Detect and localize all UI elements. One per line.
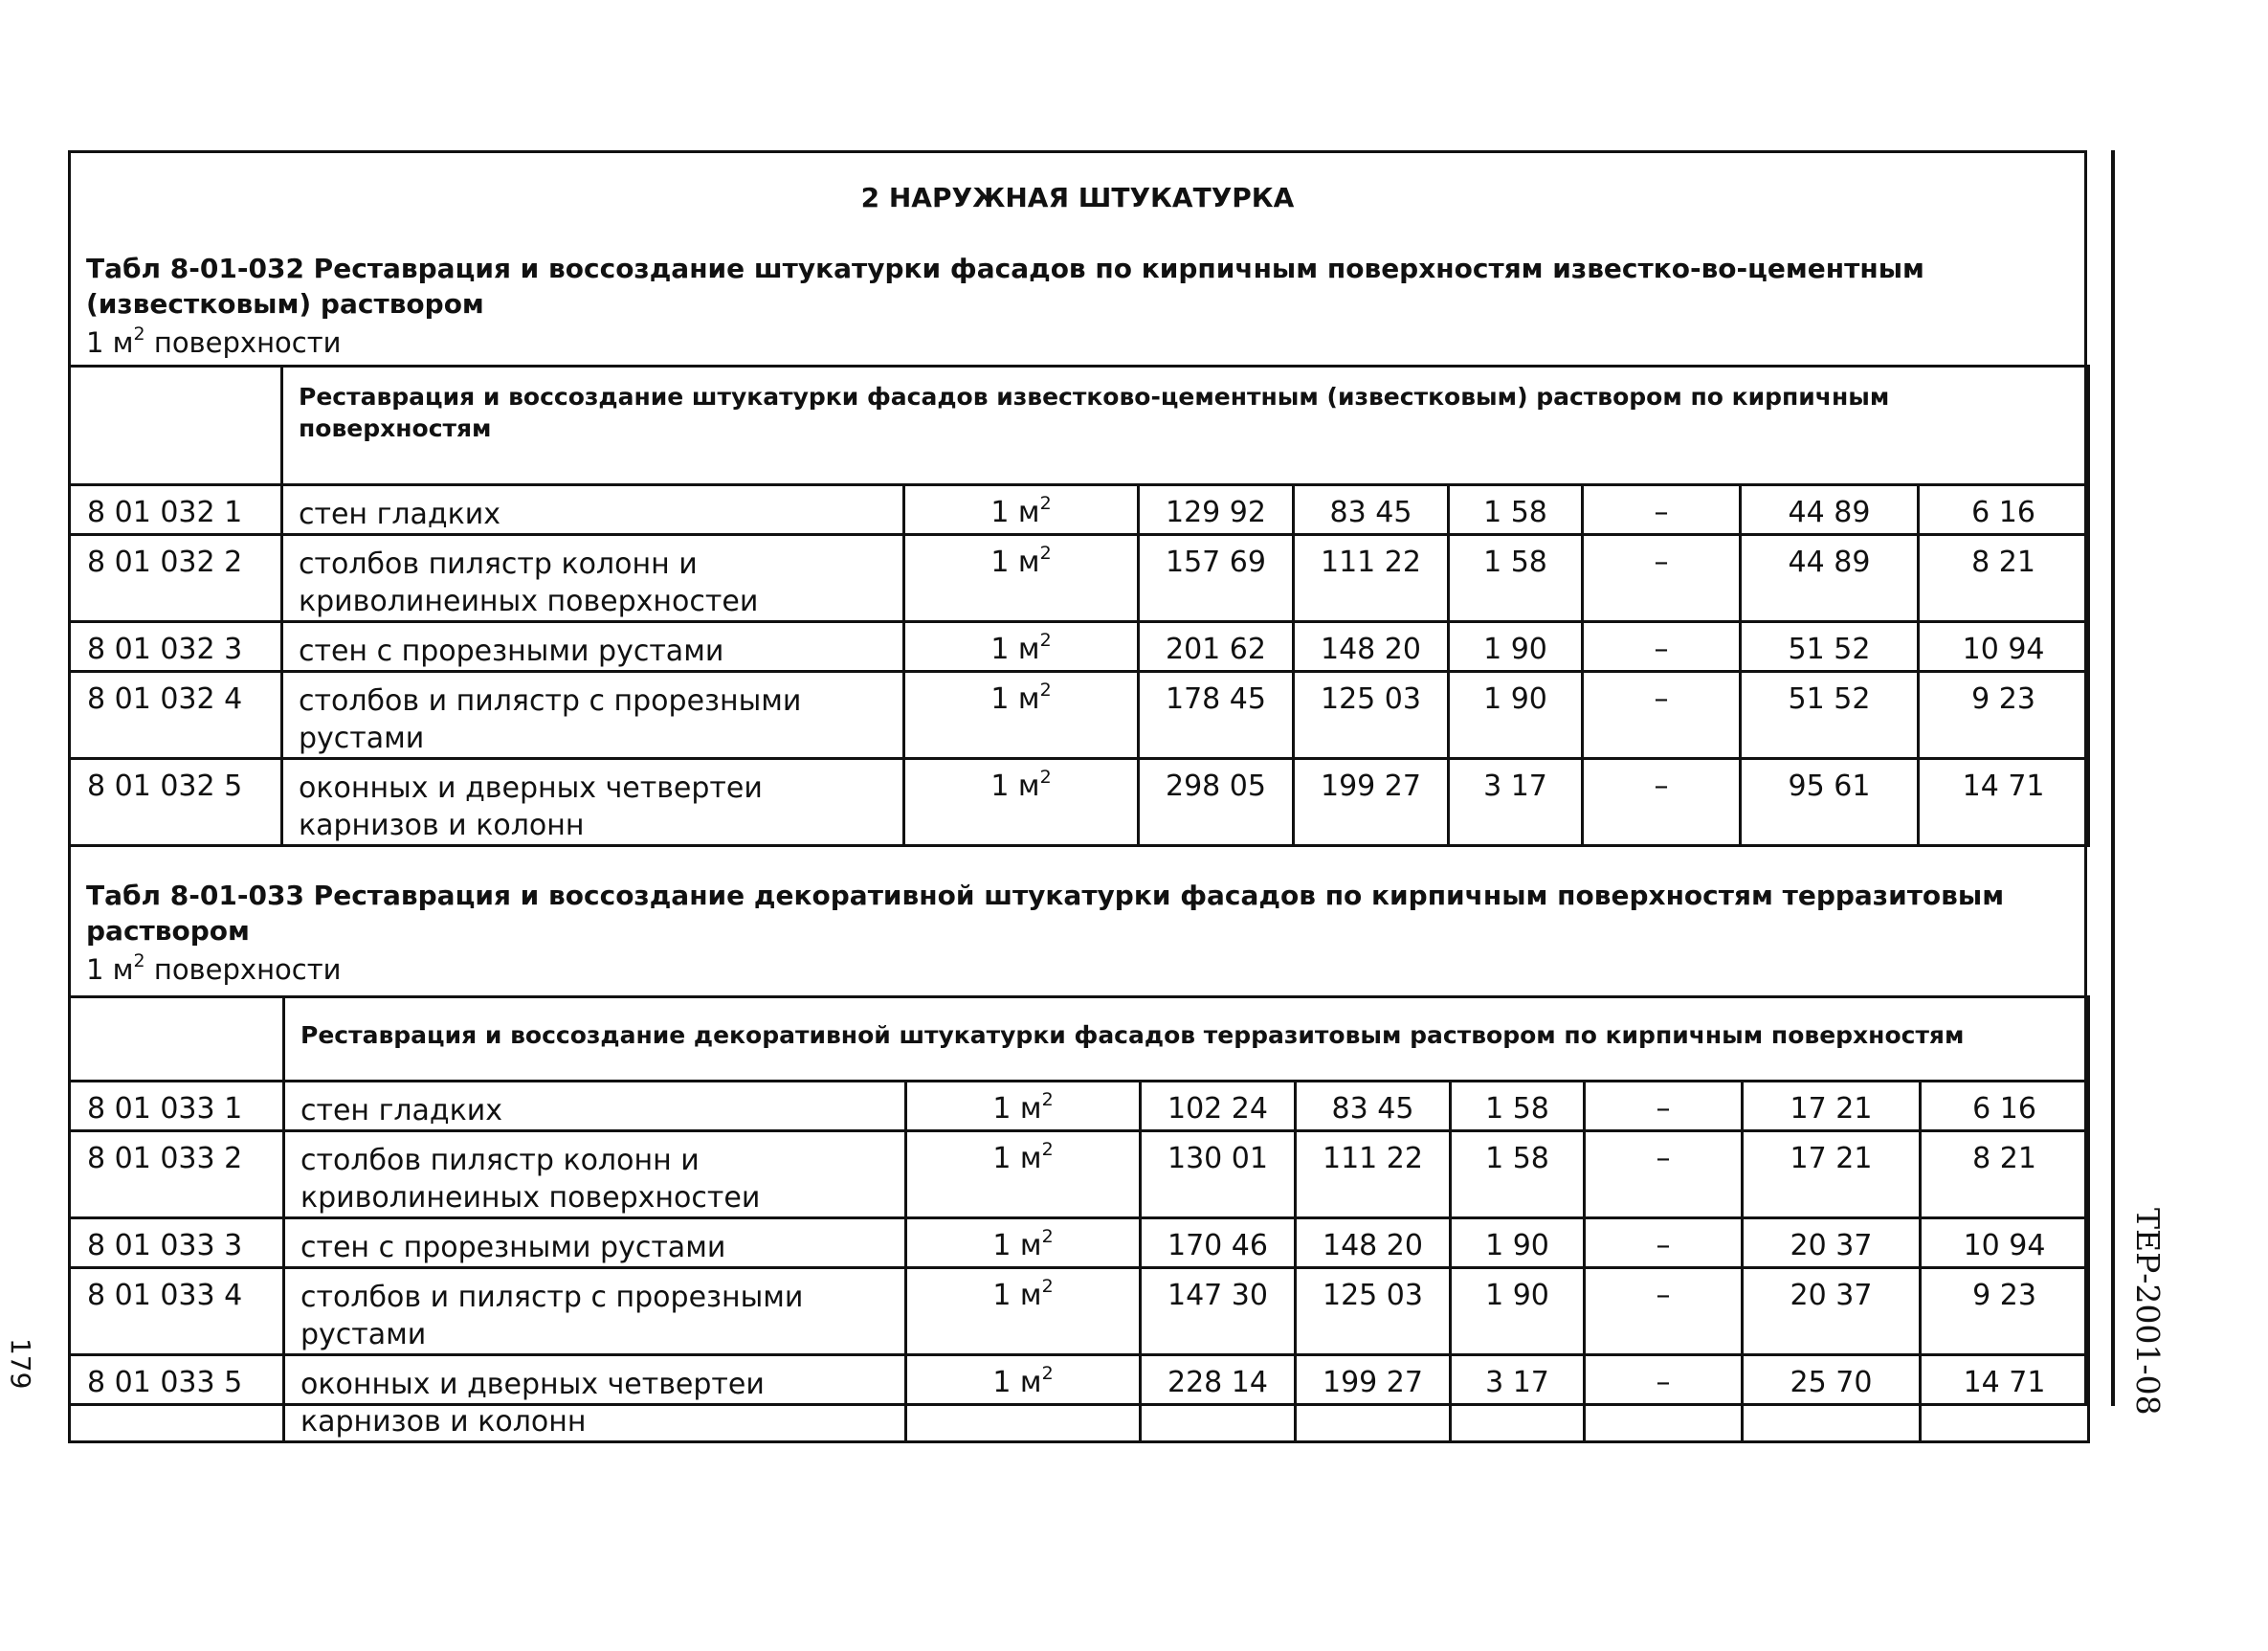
row-unit xyxy=(904,622,1139,672)
row-value-machines: 1 58 xyxy=(1451,1131,1585,1218)
row-name: оконных и дверных четвертеи карнизов и колонн xyxy=(282,759,904,846)
table1 xyxy=(68,365,2090,847)
row-value-total: 298 05 xyxy=(1139,759,1294,846)
table1-header: Реставрация и воссоздание штукатурки фасадов известково-цементным (известковым) раствором по кирпичным поверхностям xyxy=(282,367,2089,485)
row-value-labor-cost: 6 16 xyxy=(1919,485,2089,535)
row-value-materials: 51 52 xyxy=(1741,622,1919,672)
table-row xyxy=(70,1268,2089,1355)
row-code: 8 01 032 2 xyxy=(70,535,282,622)
row-name: стен с прорезными рустами xyxy=(282,622,904,672)
row-value-labor: 199 27 xyxy=(1296,1355,1451,1442)
row-value-labor: 111 22 xyxy=(1294,535,1449,622)
unit-text: 1 м xyxy=(990,496,1040,529)
row-value-labor: 125 03 xyxy=(1296,1268,1451,1355)
table2-header-row xyxy=(70,997,2089,1082)
row-value-machinist: – xyxy=(1585,1218,1743,1268)
row-unit xyxy=(906,1131,1141,1218)
row-value-machines: 1 90 xyxy=(1451,1218,1585,1268)
unit-superscript: 2 xyxy=(1039,630,1052,651)
row-value-materials: 20 37 xyxy=(1743,1218,1921,1268)
header-code-cell xyxy=(70,997,284,1082)
margin-rule xyxy=(2111,150,2115,1406)
row-value-materials: 17 21 xyxy=(1743,1082,1921,1131)
row-value-machines: 1 58 xyxy=(1451,1082,1585,1131)
table1-unit: 1 $м^2$ поверхности xyxy=(86,324,342,359)
unit-text: 1 м xyxy=(992,1092,1042,1126)
unit-superscript: 2 xyxy=(1041,1226,1054,1247)
unit-text: 1 м xyxy=(990,770,1040,803)
table2-title: Табл 8-01-033 Реставрация и воссоздание декоративной штукатурки фасадов по кирпичным поверхностям терразитовым раствором xyxy=(86,880,2005,947)
row-value-total: 102 24 xyxy=(1141,1082,1296,1131)
row-value-machinist: – xyxy=(1583,759,1741,846)
row-value-machinist: – xyxy=(1583,622,1741,672)
row-unit xyxy=(904,672,1139,759)
row-code: 8 01 033 2 xyxy=(70,1131,284,1218)
row-value-labor: 111 22 xyxy=(1296,1131,1451,1218)
row-name: стен гладких xyxy=(282,485,904,535)
row-unit xyxy=(904,759,1139,846)
row-value-machinist: – xyxy=(1585,1131,1743,1218)
row-value-materials: 20 37 xyxy=(1743,1268,1921,1355)
row-value-materials: 95 61 xyxy=(1741,759,1919,846)
table-row xyxy=(70,535,2089,622)
table-row xyxy=(70,1131,2089,1218)
row-value-machinist: – xyxy=(1585,1268,1743,1355)
unit-superscript: 2 xyxy=(1041,1139,1054,1160)
row-value-materials: 17 21 xyxy=(1743,1131,1921,1218)
unit-text: 1 м xyxy=(992,1279,1042,1312)
row-value-total: 130 01 xyxy=(1141,1131,1296,1218)
row-value-machines: 1 90 xyxy=(1451,1268,1585,1355)
row-value-labor-cost: 14 71 xyxy=(1919,759,2089,846)
row-code: 8 01 032 5 xyxy=(70,759,282,846)
row-value-labor: 83 45 xyxy=(1296,1082,1451,1131)
unit-text: 1 м xyxy=(990,682,1040,716)
table2 xyxy=(68,995,2090,1443)
table-row xyxy=(70,1218,2089,1268)
row-value-machines: 1 58 xyxy=(1449,535,1583,622)
row-value-labor-cost: 6 16 xyxy=(1921,1082,2089,1131)
row-value-labor-cost: 8 21 xyxy=(1921,1131,2089,1218)
row-value-machinist: – xyxy=(1583,672,1741,759)
page-number: 179 xyxy=(5,1338,36,1390)
table-row xyxy=(70,1355,2089,1442)
row-value-machines: 1 58 xyxy=(1449,485,1583,535)
row-unit xyxy=(904,535,1139,622)
table-row xyxy=(70,1082,2089,1131)
row-code: 8 01 032 4 xyxy=(70,672,282,759)
table1-header-row xyxy=(70,367,2089,485)
row-name: стен гладких xyxy=(284,1082,906,1131)
row-value-total: 170 46 xyxy=(1141,1218,1296,1268)
document-code: ТЕР-2001-08 xyxy=(2129,1208,2167,1416)
unit-superscript: 2 xyxy=(1041,1089,1054,1110)
row-name: столбов пилястр колонн и криволинеиных поверхностеи xyxy=(282,535,904,622)
row-value-total: 228 14 xyxy=(1141,1355,1296,1442)
row-code: 8 01 032 1 xyxy=(70,485,282,535)
row-value-machines: 1 90 xyxy=(1449,672,1583,759)
row-value-total: 201 62 xyxy=(1139,622,1294,672)
row-code: 8 01 033 1 xyxy=(70,1082,284,1131)
row-value-materials: 25 70 xyxy=(1743,1355,1921,1442)
row-unit xyxy=(906,1355,1141,1442)
row-value-labor: 148 20 xyxy=(1294,622,1449,672)
unit-superscript: 2 xyxy=(1039,767,1052,788)
row-value-labor-cost: 14 71 xyxy=(1921,1355,2089,1442)
unit-text: 1 м xyxy=(992,1229,1042,1262)
row-value-machinist: – xyxy=(1585,1082,1743,1131)
unit-superscript: 2 xyxy=(1041,1363,1054,1384)
row-value-materials: 44 89 xyxy=(1741,485,1919,535)
row-value-labor: 199 27 xyxy=(1294,759,1449,846)
table2-header: Реставрация и воссоздание декоративной штукатурки фасадов терразитовым раствором по кирпичным поверхностям xyxy=(284,997,2089,1082)
row-code: 8 01 033 4 xyxy=(70,1268,284,1355)
row-value-labor-cost: 9 23 xyxy=(1921,1268,2089,1355)
table1-title: Табл 8-01-032 Реставрация и воссоздание штукатурки фасадов по кирпичным поверхностям известко-во-цементным (известковым) раствором xyxy=(86,253,1924,320)
unit-text: 1 м xyxy=(992,1366,1042,1399)
row-name: оконных и дверных четвертеи карнизов и колонн xyxy=(284,1355,906,1442)
row-name: столбов и пилястр с прорезными рустами xyxy=(284,1268,906,1355)
row-value-labor: 125 03 xyxy=(1294,672,1449,759)
row-name: стен с прорезными рустами xyxy=(284,1218,906,1268)
table1-body xyxy=(70,485,2089,846)
section-title: 2 НАРУЖНАЯ ШТУКАТУРКА xyxy=(860,182,1295,213)
row-value-labor: 83 45 xyxy=(1294,485,1449,535)
row-unit xyxy=(906,1082,1141,1131)
row-value-labor-cost: 10 94 xyxy=(1921,1218,2089,1268)
row-code: 8 01 033 5 xyxy=(70,1355,284,1442)
row-name: столбов пилястр колонн и криволинеиных поверхностеи xyxy=(284,1131,906,1218)
unit-text: 1 м xyxy=(990,546,1040,579)
row-value-labor-cost: 10 94 xyxy=(1919,622,2089,672)
row-value-total: 147 30 xyxy=(1141,1268,1296,1355)
header-code-cell xyxy=(70,367,282,485)
table-row xyxy=(70,622,2089,672)
row-unit xyxy=(904,485,1139,535)
row-unit xyxy=(906,1268,1141,1355)
table2-unit: 1 $м^2$ поверхности xyxy=(86,950,342,986)
unit-text: 1 м xyxy=(992,1142,1042,1175)
unit-text: 1 м xyxy=(990,633,1040,666)
row-value-labor-cost: 8 21 xyxy=(1919,535,2089,622)
row-code: 8 01 032 3 xyxy=(70,622,282,672)
table-row xyxy=(70,759,2089,846)
row-value-machines: 3 17 xyxy=(1451,1355,1585,1442)
unit-superscript: 2 xyxy=(1041,1276,1054,1297)
row-name: столбов и пилястр с прорезными рустами xyxy=(282,672,904,759)
row-value-materials: 51 52 xyxy=(1741,672,1919,759)
table-row xyxy=(70,672,2089,759)
row-code: 8 01 033 3 xyxy=(70,1218,284,1268)
row-value-labor-cost: 9 23 xyxy=(1919,672,2089,759)
row-value-total: 178 45 xyxy=(1139,672,1294,759)
row-value-machines: 1 90 xyxy=(1449,622,1583,672)
row-value-total: 129 92 xyxy=(1139,485,1294,535)
table2-body xyxy=(70,1082,2089,1442)
table-row xyxy=(70,485,2089,535)
unit-superscript: 2 xyxy=(1039,493,1052,514)
row-value-machines: 3 17 xyxy=(1449,759,1583,846)
row-value-machinist: – xyxy=(1583,535,1741,622)
row-value-machinist: – xyxy=(1583,485,1741,535)
row-value-machinist: – xyxy=(1585,1355,1743,1442)
row-value-materials: 44 89 xyxy=(1741,535,1919,622)
row-value-labor: 148 20 xyxy=(1296,1218,1451,1268)
unit-superscript: 2 xyxy=(1039,543,1052,564)
unit-superscript: 2 xyxy=(1039,680,1052,701)
row-value-total: 157 69 xyxy=(1139,535,1294,622)
row-unit xyxy=(906,1218,1141,1268)
